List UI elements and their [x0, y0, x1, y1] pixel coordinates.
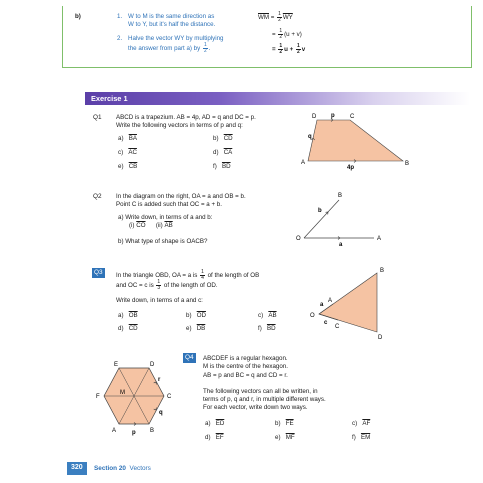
- point-C: C: [335, 324, 340, 330]
- partb-item1-num: 1.: [117, 13, 123, 20]
- q1-part-f: f) $\overline{BD}$: [213, 163, 231, 170]
- q2-line1: In the diagram on the right, OA = a and OB = b.: [116, 193, 246, 200]
- partb-eq3: = $\frac{1}{2}$ u + $\frac{1}{2}$ v: [272, 43, 306, 55]
- q2-vector-figure: [292, 160, 392, 252]
- q3-part-c: c) $\overline{AB}$: [258, 312, 277, 319]
- q1-part-d: d) $\overline{CA}$: [213, 149, 233, 156]
- q3-label: Q3: [94, 269, 103, 276]
- label-4p: 4p: [347, 165, 355, 171]
- q3-part-b: b) $\overline{OD}$: [186, 312, 206, 319]
- q4-line5: terms of p, q and r, in multiple different ways.: [203, 396, 326, 403]
- q2-a-subparts: (i) $\overline{CO}$ (ii) $\overline{AB}$: [129, 222, 173, 229]
- partb-item2-num: 2.: [117, 35, 123, 42]
- q4-part-f: f) $\overline{EM}$: [352, 434, 371, 441]
- point-B: B: [380, 268, 385, 274]
- exercise-title: Exercise 1: [91, 94, 128, 103]
- partb-label: b): [75, 13, 81, 20]
- q4-line6: For each vector, write down two ways.: [203, 404, 308, 411]
- q4-line2: M is the centre of the hexagon.: [203, 363, 288, 370]
- label-a: a: [320, 302, 324, 308]
- centre-M: M: [120, 390, 125, 396]
- q1-line2: Write the following vectors in terms of p and q:: [116, 122, 243, 129]
- point-A: A: [328, 298, 333, 304]
- partb-item1-line2: W to Y, but it's half the distance.: [128, 21, 216, 28]
- partb-eq1: $\overline{WM}$ = $\frac{1}{2}$ $\overline{WY}$: [258, 11, 293, 23]
- vertex-D: D: [150, 362, 155, 368]
- q4-part-d: d) $\overline{EF}$: [205, 434, 224, 441]
- q1-part-a: a) $\overline{BA}$: [118, 135, 137, 142]
- vertex-E: E: [114, 362, 119, 368]
- q2-b-text: b) What type of shape is OACB?: [118, 238, 208, 245]
- vertex-A: A: [301, 160, 306, 166]
- q1-line1: ABCD is a trapezium. AB = 4p, AD = q and DC = p.: [116, 114, 256, 121]
- q3-triangle-figure: [305, 262, 390, 342]
- trapezium-shape: [308, 120, 403, 161]
- point-A: A: [377, 236, 382, 242]
- q4-part-e: e) $\overline{MF}$: [275, 434, 295, 441]
- vertex-A: A: [112, 428, 117, 434]
- q4-part-b: b) $\overline{FE}$: [275, 420, 294, 427]
- q4-label: Q4: [185, 354, 194, 361]
- q3-part-f: f) $\overline{BD}$: [258, 325, 276, 332]
- vertex-F: F: [96, 394, 100, 400]
- vertex-D: D: [312, 114, 317, 120]
- point-B: B: [338, 193, 343, 199]
- footer-bar: [0, 462, 483, 475]
- point-D: D: [378, 335, 383, 341]
- q3-part-a: a) $\overline{OB}$: [118, 312, 138, 319]
- footer-section: Section 20 Vectors: [94, 465, 151, 472]
- partb-eq2: = $\frac{1}{2}$ (u + v): [272, 28, 302, 40]
- q1-part-e: e) $\overline{CB}$: [118, 163, 138, 170]
- label-p: p: [132, 430, 136, 436]
- q1-part-c: c) $\overline{AC}$: [118, 149, 137, 156]
- vertex-B: B: [405, 161, 410, 167]
- vertex-C: C: [167, 394, 172, 400]
- label-r: r: [158, 377, 161, 383]
- partb-item2-line1: Halve the vector WY by multiplying: [128, 35, 224, 42]
- label-q: q: [159, 410, 163, 416]
- q1-label: Q1: [93, 114, 102, 121]
- label-p: p: [331, 113, 335, 119]
- q4-line3: AB = p and BC = q and CD = r.: [203, 372, 288, 379]
- q2-label: Q2: [93, 193, 102, 200]
- q4-part-a: a) $\overline{ED}$: [205, 420, 225, 427]
- q1-part-b: b) $\overline{CD}$: [213, 135, 233, 142]
- q2-line2: Point C is added such that OC = a + b.: [116, 201, 222, 208]
- label-a: a: [339, 242, 343, 248]
- label-b: b: [318, 208, 322, 214]
- q3-line1: In the triangle OBD, OA = a is $\frac{1}{4}$ of the length of OB: [116, 269, 260, 281]
- partb-item2-line2: the answer from part a) by $\frac{1}{2}$ .: [128, 42, 211, 54]
- point-O: O: [310, 313, 315, 319]
- page-number: 320: [67, 462, 87, 475]
- partb-item1-line1: W to M is the same direction as: [128, 13, 215, 20]
- q4-part-c: c) $\overline{AF}$: [352, 420, 371, 427]
- q2-a-text: a) Write down, in terms of a and b:: [118, 214, 213, 221]
- point-O: O: [296, 236, 301, 242]
- q4-line4: The following vectors can all be written, in: [203, 388, 318, 395]
- vertex-B: B: [150, 428, 155, 434]
- q3-line2: and OC = c is $\frac{1}{3}$ of the length of OD.: [116, 279, 218, 291]
- vertex-C: C: [350, 114, 355, 120]
- fraction-half: $\frac{1}{2}$: [203, 42, 207, 54]
- q3-line3: Write down, in terms of a and c:: [116, 297, 203, 304]
- label-q: q: [308, 134, 312, 140]
- q3-part-e: e) $\overline{DB}$: [186, 325, 206, 332]
- q3-part-d: d) $\overline{CD}$: [118, 325, 138, 332]
- exercise-banner: [85, 92, 470, 105]
- label-c: c: [324, 320, 328, 326]
- q4-hexagon-figure: [88, 356, 180, 440]
- q4-line1: ABCDEF is a regular hexagon.: [203, 355, 288, 362]
